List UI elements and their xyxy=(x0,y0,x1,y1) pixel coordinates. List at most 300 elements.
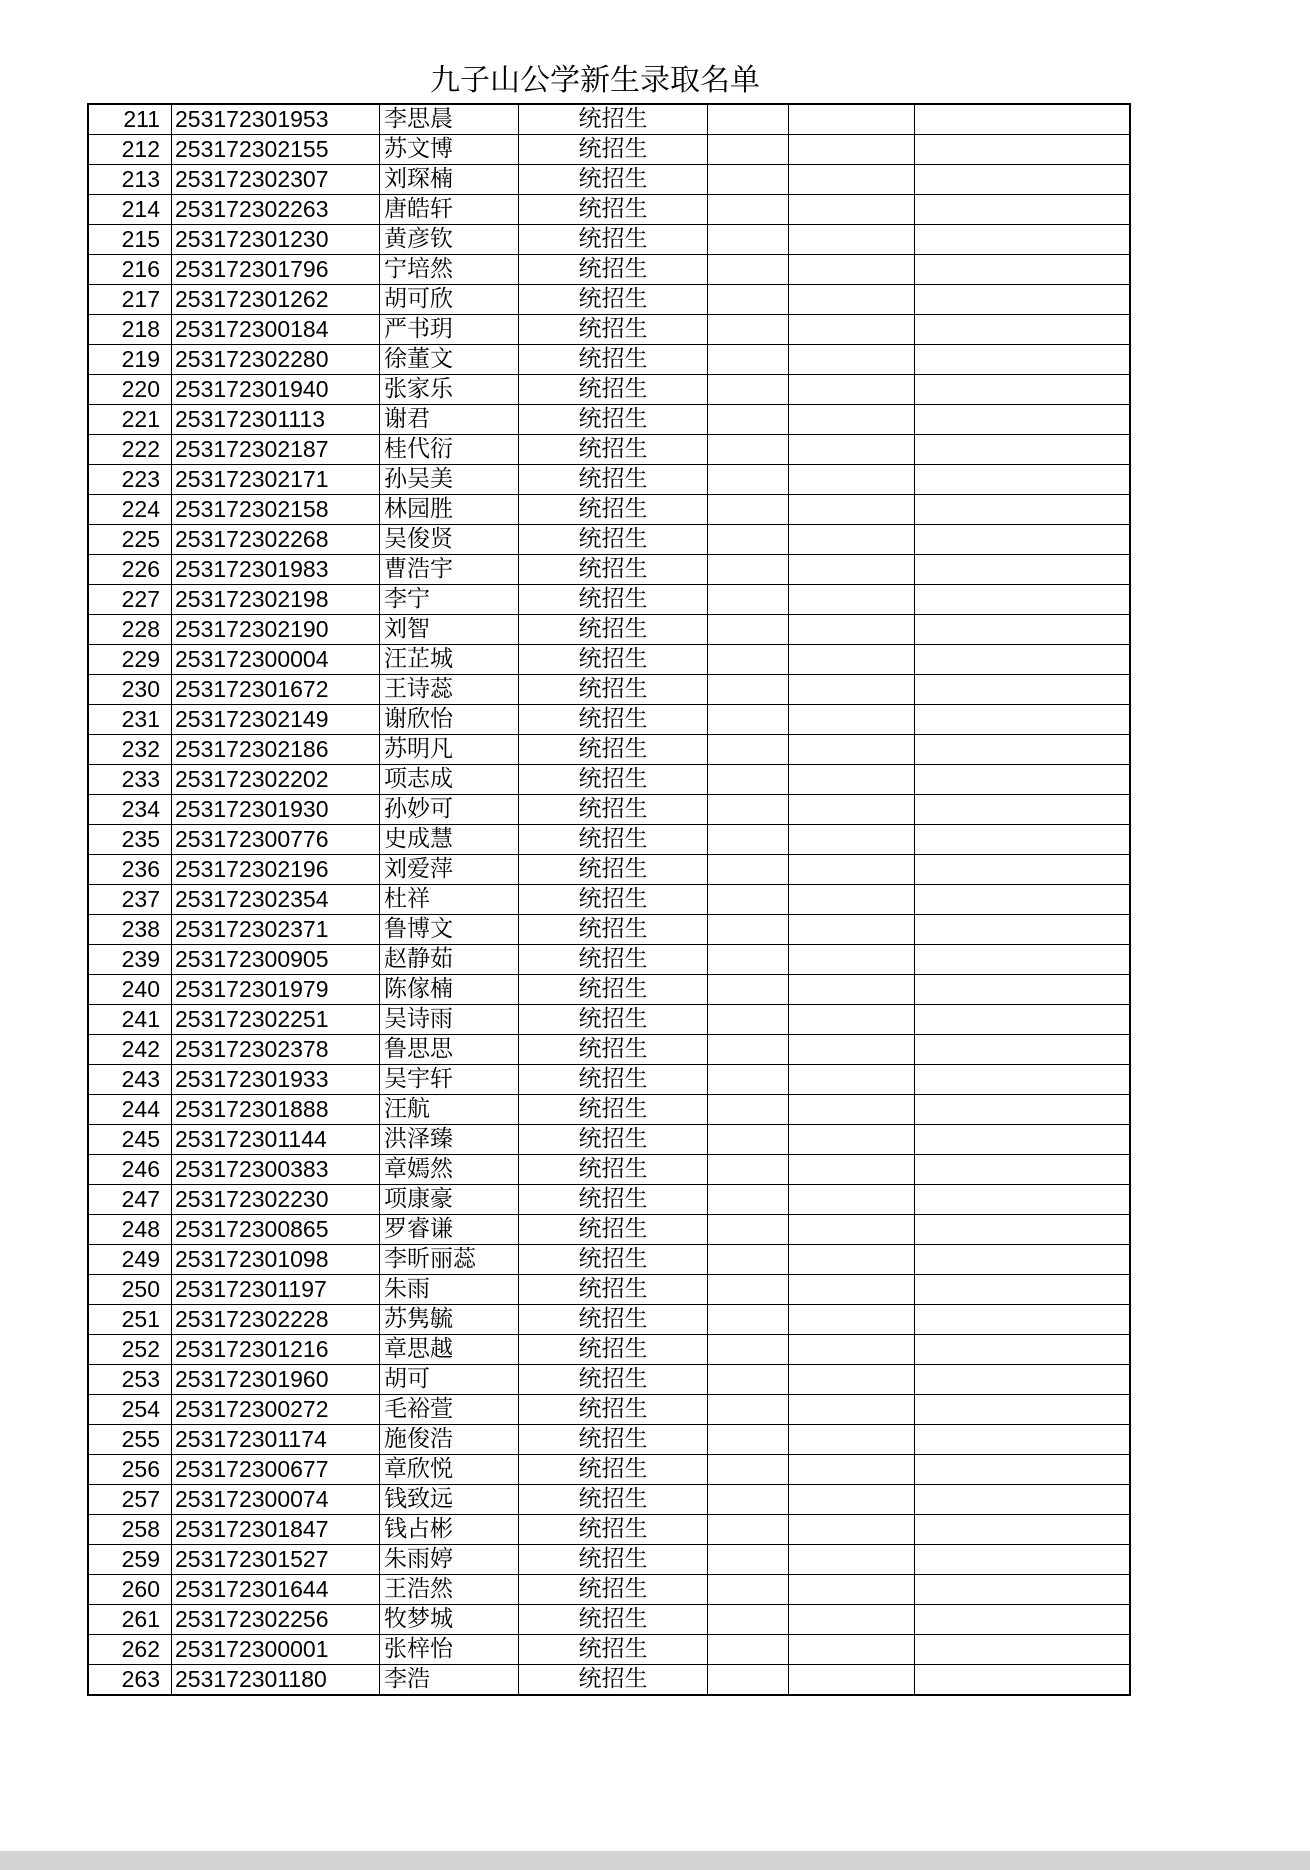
student-name-cell: 陈傢楠 xyxy=(380,975,519,1005)
row-number-cell: 224 xyxy=(88,495,172,525)
exam-id-cell: 253172302251 xyxy=(172,1005,380,1035)
table-row xyxy=(88,1545,1130,1575)
row-number-cell: 211 xyxy=(88,104,172,135)
empty-cell xyxy=(915,555,1131,585)
empty-cell xyxy=(708,615,789,645)
student-name-cell: 谢君 xyxy=(380,405,519,435)
row-number-cell: 229 xyxy=(88,645,172,675)
empty-cell xyxy=(915,1125,1131,1155)
admission-type-cell: 统招生 xyxy=(519,1665,708,1696)
table-row xyxy=(88,1035,1130,1065)
exam-id-cell: 253172302371 xyxy=(172,915,380,945)
exam-id-cell: 253172300272 xyxy=(172,1395,380,1425)
empty-cell xyxy=(789,1455,915,1485)
empty-cell xyxy=(708,1005,789,1035)
admission-type-cell: 统招生 xyxy=(519,195,708,225)
empty-cell xyxy=(915,1035,1131,1065)
exam-id-cell: 253172301888 xyxy=(172,1095,380,1125)
table-row xyxy=(88,945,1130,975)
row-number-cell: 231 xyxy=(88,705,172,735)
table-row xyxy=(88,165,1130,195)
empty-cell xyxy=(789,1515,915,1545)
empty-cell xyxy=(915,1455,1131,1485)
table-row xyxy=(88,615,1130,645)
admission-type-cell: 统招生 xyxy=(519,525,708,555)
empty-cell xyxy=(789,1215,915,1245)
table-row xyxy=(88,765,1130,795)
table-row xyxy=(88,1095,1130,1125)
empty-cell xyxy=(915,1275,1131,1305)
empty-cell xyxy=(915,345,1131,375)
admission-type-cell: 统招生 xyxy=(519,1485,708,1515)
empty-cell xyxy=(708,225,789,255)
row-number-cell: 220 xyxy=(88,375,172,405)
admission-type-cell: 统招生 xyxy=(519,345,708,375)
admission-type-cell: 统招生 xyxy=(519,915,708,945)
row-number-cell: 225 xyxy=(88,525,172,555)
exam-id-cell: 253172302187 xyxy=(172,435,380,465)
empty-cell xyxy=(789,465,915,495)
student-name-cell: 李浩 xyxy=(380,1665,519,1696)
empty-cell xyxy=(708,465,789,495)
exam-id-cell: 253172302263 xyxy=(172,195,380,225)
admission-type-cell: 统招生 xyxy=(519,1125,708,1155)
empty-cell xyxy=(915,1245,1131,1275)
exam-id-cell: 253172301216 xyxy=(172,1335,380,1365)
table-row xyxy=(88,1065,1130,1095)
empty-cell xyxy=(708,1425,789,1455)
empty-cell xyxy=(789,495,915,525)
admission-type-cell: 统招生 xyxy=(519,165,708,195)
student-name-cell: 张家乐 xyxy=(380,375,519,405)
admission-type-cell: 统招生 xyxy=(519,435,708,465)
table-row xyxy=(88,1635,1130,1665)
table-row xyxy=(88,225,1130,255)
row-number-cell: 212 xyxy=(88,135,172,165)
empty-cell xyxy=(789,615,915,645)
empty-cell xyxy=(789,1485,915,1515)
exam-id-cell: 253172300905 xyxy=(172,945,380,975)
student-name-cell: 赵静茹 xyxy=(380,945,519,975)
student-name-cell: 李宁 xyxy=(380,585,519,615)
admission-table xyxy=(87,103,1131,1696)
exam-id-cell: 253172302228 xyxy=(172,1305,380,1335)
empty-cell xyxy=(789,1575,915,1605)
empty-cell xyxy=(915,795,1131,825)
empty-cell xyxy=(915,855,1131,885)
empty-cell xyxy=(915,1575,1131,1605)
empty-cell xyxy=(708,195,789,225)
exam-id-cell: 253172300004 xyxy=(172,645,380,675)
empty-cell xyxy=(789,975,915,1005)
empty-cell xyxy=(915,525,1131,555)
empty-cell xyxy=(915,1635,1131,1665)
empty-cell xyxy=(915,104,1131,135)
row-number-cell: 257 xyxy=(88,1485,172,1515)
table-row xyxy=(88,1305,1130,1335)
exam-id-cell: 253172301940 xyxy=(172,375,380,405)
empty-cell xyxy=(708,285,789,315)
student-name-cell: 严书玥 xyxy=(380,315,519,345)
empty-cell xyxy=(789,765,915,795)
row-number-cell: 249 xyxy=(88,1245,172,1275)
row-number-cell: 258 xyxy=(88,1515,172,1545)
table-row xyxy=(88,315,1130,345)
exam-id-cell: 253172300001 xyxy=(172,1635,380,1665)
student-name-cell: 孙妙可 xyxy=(380,795,519,825)
row-number-cell: 256 xyxy=(88,1455,172,1485)
empty-cell xyxy=(708,1155,789,1185)
empty-cell xyxy=(708,165,789,195)
student-name-cell: 吴俊贤 xyxy=(380,525,519,555)
student-name-cell: 章思越 xyxy=(380,1335,519,1365)
admission-type-cell: 统招生 xyxy=(519,1605,708,1635)
student-name-cell: 唐皓轩 xyxy=(380,195,519,225)
exam-id-cell: 253172301672 xyxy=(172,675,380,705)
student-name-cell: 林园胜 xyxy=(380,495,519,525)
row-number-cell: 242 xyxy=(88,1035,172,1065)
row-number-cell: 216 xyxy=(88,255,172,285)
table-row xyxy=(88,525,1130,555)
table-row xyxy=(88,555,1130,585)
table-row xyxy=(88,585,1130,615)
admission-type-cell: 统招生 xyxy=(519,1545,708,1575)
table-row xyxy=(88,1335,1130,1365)
admission-type-cell: 统招生 xyxy=(519,945,708,975)
exam-id-cell: 253172302171 xyxy=(172,465,380,495)
empty-cell xyxy=(915,1305,1131,1335)
empty-cell xyxy=(708,435,789,465)
empty-cell xyxy=(708,525,789,555)
table-row xyxy=(88,1575,1130,1605)
empty-cell xyxy=(915,885,1131,915)
student-name-cell: 鲁思思 xyxy=(380,1035,519,1065)
admission-type-cell: 统招生 xyxy=(519,225,708,255)
table-row xyxy=(88,1275,1130,1305)
exam-id-cell: 253172302378 xyxy=(172,1035,380,1065)
admission-type-cell: 统招生 xyxy=(519,1395,708,1425)
exam-id-cell: 253172300074 xyxy=(172,1485,380,1515)
empty-cell xyxy=(915,1155,1131,1185)
admission-type-cell: 统招生 xyxy=(519,1305,708,1335)
exam-id-cell: 253172302354 xyxy=(172,885,380,915)
admission-type-cell: 统招生 xyxy=(519,705,708,735)
admission-type-cell: 统招生 xyxy=(519,1515,708,1545)
empty-cell xyxy=(708,555,789,585)
row-number-cell: 219 xyxy=(88,345,172,375)
student-name-cell: 罗睿谦 xyxy=(380,1215,519,1245)
empty-cell xyxy=(915,1095,1131,1125)
admission-type-cell: 统招生 xyxy=(519,1035,708,1065)
table-row xyxy=(88,1515,1130,1545)
student-name-cell: 李思晨 xyxy=(380,104,519,135)
admission-type-cell: 统招生 xyxy=(519,255,708,285)
student-name-cell: 孙吴美 xyxy=(380,465,519,495)
empty-cell xyxy=(915,135,1131,165)
admission-type-cell: 统招生 xyxy=(519,1275,708,1305)
empty-cell xyxy=(708,1185,789,1215)
exam-id-cell: 253172301796 xyxy=(172,255,380,285)
student-name-cell: 李昕丽蕊 xyxy=(380,1245,519,1275)
row-number-cell: 238 xyxy=(88,915,172,945)
empty-cell xyxy=(708,885,789,915)
empty-cell xyxy=(708,1395,789,1425)
student-name-cell: 黄彦钦 xyxy=(380,225,519,255)
table-row xyxy=(88,465,1130,495)
empty-cell xyxy=(708,915,789,945)
empty-cell xyxy=(789,1545,915,1575)
empty-cell xyxy=(789,945,915,975)
admission-type-cell: 统招生 xyxy=(519,285,708,315)
student-name-cell: 胡可 xyxy=(380,1365,519,1395)
row-number-cell: 230 xyxy=(88,675,172,705)
empty-cell xyxy=(915,675,1131,705)
exam-id-cell: 253172300865 xyxy=(172,1215,380,1245)
empty-cell xyxy=(708,1065,789,1095)
exam-id-cell: 253172302155 xyxy=(172,135,380,165)
empty-cell xyxy=(708,1305,789,1335)
row-number-cell: 245 xyxy=(88,1125,172,1155)
table-row xyxy=(88,255,1130,285)
table-row xyxy=(88,1455,1130,1485)
empty-cell xyxy=(789,405,915,435)
empty-cell xyxy=(708,1575,789,1605)
exam-id-cell: 253172301113 xyxy=(172,405,380,435)
admission-type-cell: 统招生 xyxy=(519,135,708,165)
student-name-cell: 刘智 xyxy=(380,615,519,645)
table-row xyxy=(88,135,1130,165)
exam-id-cell: 253172302198 xyxy=(172,585,380,615)
empty-cell xyxy=(708,1215,789,1245)
admission-type-cell: 统招生 xyxy=(519,1635,708,1665)
table-row xyxy=(88,345,1130,375)
empty-cell xyxy=(708,795,789,825)
table-row xyxy=(88,975,1130,1005)
empty-cell xyxy=(915,1365,1131,1395)
student-name-cell: 汪芷城 xyxy=(380,645,519,675)
student-name-cell: 项康豪 xyxy=(380,1185,519,1215)
exam-id-cell: 253172301527 xyxy=(172,1545,380,1575)
empty-cell xyxy=(915,405,1131,435)
table-row xyxy=(88,1605,1130,1635)
empty-cell xyxy=(708,375,789,405)
exam-id-cell: 253172301174 xyxy=(172,1425,380,1455)
empty-cell xyxy=(789,705,915,735)
admission-type-cell: 统招生 xyxy=(519,1245,708,1275)
row-number-cell: 234 xyxy=(88,795,172,825)
row-number-cell: 254 xyxy=(88,1395,172,1425)
document-title: 九子山公学新生录取名单 xyxy=(430,63,760,98)
row-number-cell: 248 xyxy=(88,1215,172,1245)
exam-id-cell: 253172302280 xyxy=(172,345,380,375)
student-name-cell: 苏隽毓 xyxy=(380,1305,519,1335)
table-row xyxy=(88,645,1130,675)
row-number-cell: 255 xyxy=(88,1425,172,1455)
empty-cell xyxy=(915,195,1131,225)
table-row xyxy=(88,495,1130,525)
empty-cell xyxy=(789,1665,915,1696)
exam-id-cell: 253172301180 xyxy=(172,1665,380,1696)
empty-cell xyxy=(789,1095,915,1125)
exam-id-cell: 253172301983 xyxy=(172,555,380,585)
admission-type-cell: 统招生 xyxy=(519,495,708,525)
empty-cell xyxy=(789,1425,915,1455)
empty-cell xyxy=(789,1305,915,1335)
student-name-cell: 桂代衍 xyxy=(380,435,519,465)
student-name-cell: 章嫣然 xyxy=(380,1155,519,1185)
table-row xyxy=(88,1395,1130,1425)
empty-cell xyxy=(789,525,915,555)
empty-cell xyxy=(708,1245,789,1275)
empty-cell xyxy=(789,104,915,135)
student-name-cell: 项志成 xyxy=(380,765,519,795)
row-number-cell: 243 xyxy=(88,1065,172,1095)
table-row xyxy=(88,1425,1130,1455)
table-row xyxy=(88,1125,1130,1155)
admission-type-cell: 统招生 xyxy=(519,765,708,795)
empty-cell xyxy=(915,1395,1131,1425)
empty-cell xyxy=(915,1425,1131,1455)
exam-id-cell: 253172302230 xyxy=(172,1185,380,1215)
row-number-cell: 227 xyxy=(88,585,172,615)
table-row xyxy=(88,1245,1130,1275)
student-name-cell: 史成慧 xyxy=(380,825,519,855)
empty-cell xyxy=(708,945,789,975)
student-name-cell: 吴宇轩 xyxy=(380,1065,519,1095)
admission-type-cell: 统招生 xyxy=(519,885,708,915)
admission-type-cell: 统招生 xyxy=(519,104,708,135)
row-number-cell: 263 xyxy=(88,1665,172,1696)
row-number-cell: 223 xyxy=(88,465,172,495)
student-name-cell: 苏文博 xyxy=(380,135,519,165)
table-row xyxy=(88,825,1130,855)
empty-cell xyxy=(915,975,1131,1005)
table-row xyxy=(88,795,1130,825)
empty-cell xyxy=(708,855,789,885)
admission-type-cell: 统招生 xyxy=(519,675,708,705)
empty-cell xyxy=(789,345,915,375)
empty-cell xyxy=(915,435,1131,465)
empty-cell xyxy=(789,225,915,255)
exam-id-cell: 253172302186 xyxy=(172,735,380,765)
row-number-cell: 240 xyxy=(88,975,172,1005)
table-row xyxy=(88,855,1130,885)
table-row xyxy=(88,375,1130,405)
table-row xyxy=(88,1215,1130,1245)
empty-cell xyxy=(915,705,1131,735)
row-number-cell: 215 xyxy=(88,225,172,255)
student-name-cell: 胡可欣 xyxy=(380,285,519,315)
table-row xyxy=(88,1005,1130,1035)
empty-cell xyxy=(789,825,915,855)
admission-type-cell: 统招生 xyxy=(519,315,708,345)
empty-cell xyxy=(789,1605,915,1635)
exam-id-cell: 253172301098 xyxy=(172,1245,380,1275)
empty-cell xyxy=(915,315,1131,345)
empty-cell xyxy=(708,705,789,735)
empty-cell xyxy=(915,285,1131,315)
exam-id-cell: 253172302196 xyxy=(172,855,380,885)
row-number-cell: 232 xyxy=(88,735,172,765)
table-row xyxy=(88,405,1130,435)
empty-cell xyxy=(708,645,789,675)
exam-id-cell: 253172301230 xyxy=(172,225,380,255)
admission-type-cell: 统招生 xyxy=(519,645,708,675)
row-number-cell: 252 xyxy=(88,1335,172,1365)
empty-cell xyxy=(708,1125,789,1155)
student-name-cell: 刘琛楠 xyxy=(380,165,519,195)
admission-type-cell: 统招生 xyxy=(519,1575,708,1605)
empty-cell xyxy=(708,345,789,375)
row-number-cell: 236 xyxy=(88,855,172,885)
student-name-cell: 王诗蕊 xyxy=(380,675,519,705)
exam-id-cell: 253172302149 xyxy=(172,705,380,735)
row-number-cell: 233 xyxy=(88,765,172,795)
empty-cell xyxy=(789,195,915,225)
row-number-cell: 221 xyxy=(88,405,172,435)
empty-cell xyxy=(708,1635,789,1665)
empty-cell xyxy=(789,255,915,285)
empty-cell xyxy=(789,1365,915,1395)
student-name-cell: 刘爱萍 xyxy=(380,855,519,885)
empty-cell xyxy=(915,225,1131,255)
empty-cell xyxy=(708,1035,789,1065)
empty-cell xyxy=(708,975,789,1005)
empty-cell xyxy=(708,765,789,795)
empty-cell xyxy=(789,585,915,615)
exam-id-cell: 253172301930 xyxy=(172,795,380,825)
empty-cell xyxy=(708,315,789,345)
row-number-cell: 261 xyxy=(88,1605,172,1635)
bottom-scroll-bar[interactable] xyxy=(0,1851,1310,1870)
admission-type-cell: 统招生 xyxy=(519,1455,708,1485)
empty-cell xyxy=(708,1095,789,1125)
table-row xyxy=(88,1155,1130,1185)
empty-cell xyxy=(789,1275,915,1305)
admission-type-cell: 统招生 xyxy=(519,615,708,645)
table-row xyxy=(88,1365,1130,1395)
exam-id-cell: 253172301262 xyxy=(172,285,380,315)
empty-cell xyxy=(915,1185,1131,1215)
row-number-cell: 235 xyxy=(88,825,172,855)
admission-type-cell: 统招生 xyxy=(519,585,708,615)
exam-id-cell: 253172302190 xyxy=(172,615,380,645)
student-name-cell: 施俊浩 xyxy=(380,1425,519,1455)
empty-cell xyxy=(915,645,1131,675)
admission-type-cell: 统招生 xyxy=(519,1005,708,1035)
admission-type-cell: 统招生 xyxy=(519,1185,708,1215)
empty-cell xyxy=(789,285,915,315)
student-name-cell: 曹浩宇 xyxy=(380,555,519,585)
empty-cell xyxy=(915,1065,1131,1095)
student-name-cell: 毛裕萱 xyxy=(380,1395,519,1425)
empty-cell xyxy=(915,1665,1131,1696)
student-name-cell: 徐董文 xyxy=(380,345,519,375)
exam-id-cell: 253172301933 xyxy=(172,1065,380,1095)
empty-cell xyxy=(789,375,915,405)
admission-table-body xyxy=(88,104,1130,1695)
row-number-cell: 246 xyxy=(88,1155,172,1185)
student-name-cell: 汪航 xyxy=(380,1095,519,1125)
admission-type-cell: 统招生 xyxy=(519,375,708,405)
exam-id-cell: 253172302256 xyxy=(172,1605,380,1635)
table-row xyxy=(88,104,1130,135)
empty-cell xyxy=(708,1335,789,1365)
empty-cell xyxy=(708,1515,789,1545)
admission-type-cell: 统招生 xyxy=(519,735,708,765)
empty-cell xyxy=(789,1125,915,1155)
empty-cell xyxy=(708,585,789,615)
